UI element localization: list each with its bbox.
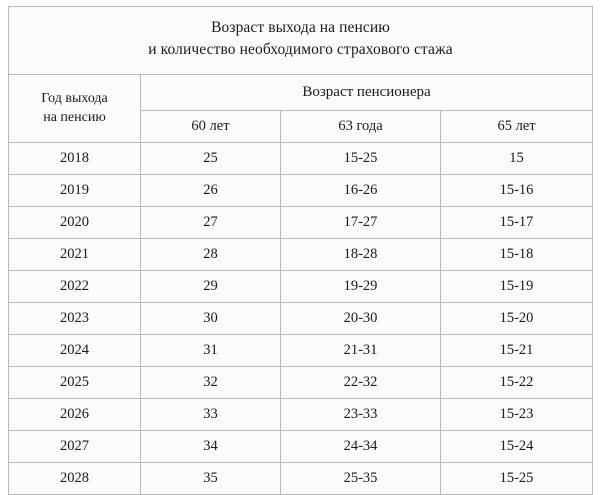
table-header-row-1 bbox=[9, 74, 593, 110]
row-year: 2024 bbox=[9, 334, 141, 366]
row-year: 2022 bbox=[9, 270, 141, 302]
row-age65: 15-19 bbox=[441, 270, 593, 302]
row-year: 2026 bbox=[9, 398, 141, 430]
table-row bbox=[9, 270, 593, 302]
row-age60: 33 bbox=[141, 398, 281, 430]
row-age60: 34 bbox=[141, 430, 281, 462]
row-age60: 27 bbox=[141, 206, 281, 238]
row-year: 2025 bbox=[9, 366, 141, 398]
table-row bbox=[9, 366, 593, 398]
row-age63: 20-30 bbox=[281, 302, 441, 334]
header-year-line-2: на пенсию bbox=[43, 110, 106, 126]
row-year: 2027 bbox=[9, 430, 141, 462]
row-age63: 16-26 bbox=[281, 174, 441, 206]
row-age60: 29 bbox=[141, 270, 281, 302]
row-age60: 30 bbox=[141, 302, 281, 334]
table-row bbox=[9, 430, 593, 462]
row-age65: 15-18 bbox=[441, 238, 593, 270]
table-row bbox=[9, 238, 593, 270]
table-row bbox=[9, 206, 593, 238]
row-age60: 25 bbox=[141, 142, 281, 174]
row-age65: 15-24 bbox=[441, 430, 593, 462]
table-row bbox=[9, 398, 593, 430]
row-age65: 15-25 bbox=[441, 462, 593, 494]
row-age65: 15-21 bbox=[441, 334, 593, 366]
table-title-row bbox=[9, 7, 593, 75]
row-age65: 15-17 bbox=[441, 206, 593, 238]
header-age-63: 63 года bbox=[281, 110, 441, 142]
row-age60: 26 bbox=[141, 174, 281, 206]
header-age-group: Возраст пенсионера bbox=[141, 74, 593, 110]
row-year: 2019 bbox=[9, 174, 141, 206]
page-title-line-1: Возраст выхода на пенсию bbox=[211, 19, 390, 36]
row-year: 2020 bbox=[9, 206, 141, 238]
row-age63: 24-34 bbox=[281, 430, 441, 462]
row-age63: 19-29 bbox=[281, 270, 441, 302]
header-year-column bbox=[9, 74, 141, 142]
table-row bbox=[9, 142, 593, 174]
row-age60: 31 bbox=[141, 334, 281, 366]
row-year: 2023 bbox=[9, 302, 141, 334]
page-title bbox=[9, 7, 593, 75]
row-age63: 21-31 bbox=[281, 334, 441, 366]
row-age60: 32 bbox=[141, 366, 281, 398]
row-year: 2018 bbox=[9, 142, 141, 174]
header-age-65: 65 лет bbox=[441, 110, 593, 142]
pension-table bbox=[8, 6, 593, 495]
row-age60: 28 bbox=[141, 238, 281, 270]
row-age60: 35 bbox=[141, 462, 281, 494]
row-age63: 15-25 bbox=[281, 142, 441, 174]
table-row bbox=[9, 334, 593, 366]
row-age63: 23-33 bbox=[281, 398, 441, 430]
row-age63: 22-32 bbox=[281, 366, 441, 398]
page-title-line-2: и количество необходимого страхового стажа bbox=[148, 41, 453, 59]
row-age65: 15-22 bbox=[441, 366, 593, 398]
row-age63: 17-27 bbox=[281, 206, 441, 238]
row-age63: 18-28 bbox=[281, 238, 441, 270]
row-age65: 15-20 bbox=[441, 302, 593, 334]
table-row bbox=[9, 302, 593, 334]
row-year: 2021 bbox=[9, 238, 141, 270]
header-age-60: 60 лет bbox=[141, 110, 281, 142]
header-year-line-1: Год выхода bbox=[41, 90, 108, 106]
table-row bbox=[9, 462, 593, 494]
row-year: 2028 bbox=[9, 462, 141, 494]
row-age65: 15-16 bbox=[441, 174, 593, 206]
row-age63: 25-35 bbox=[281, 462, 441, 494]
row-age65: 15 bbox=[441, 142, 593, 174]
table-row bbox=[9, 174, 593, 206]
row-age65: 15-23 bbox=[441, 398, 593, 430]
